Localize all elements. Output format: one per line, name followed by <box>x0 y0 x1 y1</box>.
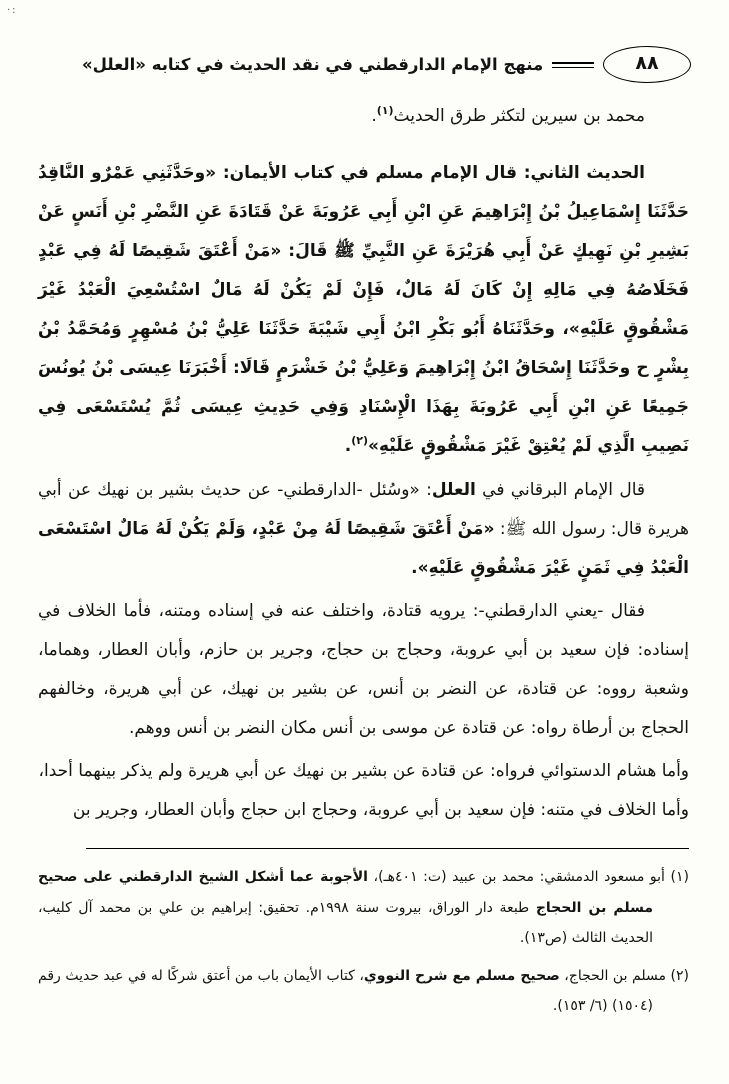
book-title: منهج الإمام الدارقطني في نقد الحديث في كتابه «العلل» <box>82 55 544 74</box>
text-segment: الحديث الثاني: <box>523 163 645 183</box>
text-segment: صحيح مسلم مع شرح النووي <box>363 967 560 984</box>
paragraph <box>38 592 689 748</box>
scan-artifact: ·: <box>7 5 18 16</box>
text-segment: ، كتاب الأيمان باب من أعتق شركًا له في عبد حديث رقم (١٥٠٤) (٦/ ١٥٣). <box>38 967 653 1014</box>
text-segment: . <box>344 436 352 456</box>
footnote <box>38 862 689 954</box>
text-segment: قال الإمام البرقاني في <box>475 480 645 500</box>
page-header <box>0 0 729 83</box>
footnote-ref: (١) <box>376 104 394 117</box>
header-double-rule <box>552 62 594 68</box>
text-segment: : «وسُئل -الدارقطني- عن حديث بشير بن نهيك عن أبي هريرة قال: رسول الله ﷺ: <box>38 480 689 539</box>
text-segment: «مَنْ أَعْتَقَ شَقِيصًا لَهُ مِنْ عَبْدٍ، وَلَمْ يَكُنْ لَهُ مَالٌ اسْتَسْعَى الْعَبْدُ فِي ثَمَنٍ غَيْرَ مَشْقُوقٍ عَلَيْهِ». <box>38 519 689 578</box>
text-segment: الأجوبة عما أشكل الشيخ الدارقطني على صحيح مسلم بن الحجاج <box>38 869 653 916</box>
page-number: ٨٨ <box>635 52 659 74</box>
text-segment: محمد بن سيرين لتكثر طرق الحديث <box>393 106 645 126</box>
text-segment: . <box>371 106 377 126</box>
footnote-marker: (١) <box>664 869 689 885</box>
text-segment: فقال -يعني الدارقطني-: يرويه قتادة، واختلف عنه في إسناده ومتنه، فأما الخلاف في إسناده: فإن سعيد بن أبي عروبة، وحجاج بن حجاج، وجرير بن حازم، وأبان العطار، وهماما، وشعبة رووه: عن قتادة، عن النضر بن أنس، عن بشير بن نهيك، عن أبي هريرة، وخالفهم الحجاج بن أرطاة رواه: عن قتادة عن موسى بن أنس مكان النضر بن أنس ووهم. <box>38 601 689 738</box>
footnote-marker: (٢) <box>665 967 689 984</box>
footnote <box>38 961 689 1022</box>
text-segment: مسلم بن الحجاج، <box>559 967 666 984</box>
text-segment: وأما الخلاف في متنه: فإن سعيد بن أبي عروبة، وحجاج ابن حجاج وأبان العطار، وجرير بن <box>72 800 689 820</box>
footnote-ref: (٢) <box>351 434 369 447</box>
text-segment: طبعة دار الوراق، بيروت سنة ١٩٩٨م. تحقيق: إبراهيم بن علي بن محمد آل كليب، الحديث الثالث (ص١٣). <box>38 899 653 946</box>
body-text <box>0 83 729 830</box>
footnotes <box>0 849 729 1022</box>
paragraph <box>38 471 689 588</box>
text-segment: أبو مسعود الدمشقي: محمد بن عبيد (ت: ٤٠١هـ)، <box>367 869 665 885</box>
text-segment: العلل <box>431 480 476 500</box>
paragraph <box>38 752 689 791</box>
paragraph <box>38 791 689 830</box>
text-segment: وأما هشام الدستوائي فرواه: عن قتادة عن بشير بن نهيك عن أبي هريرة ولم يذكر بينهما أحدا، <box>38 761 689 781</box>
paragraph <box>38 154 689 467</box>
page-number-oval <box>603 46 691 83</box>
text-segment: قال الإمام مسلم في كتاب الأيمان: «وحَدَّثَنِي عَمْرٌو النَّاقِدُ حَدَّثَنَا إِسْمَاعِيلُ بْنُ إِبْرَاهِيمَ عَنِ ابْنِ أَبِي عَرُوبَةَ عَنْ قَتَادَةَ عَنِ النَّضْرِ بْنِ أَنَسٍ عَنْ بَشِيرِ بْنِ نَهِيكٍ عَنْ أَبِي هُرَيْرَةَ عَنِ النَّبِيِّ ﷺ قَالَ: «مَنْ أَعْتَقَ شَقِيصًا لَهُ فِي عَبْدٍ فَخَلَاصُهُ فِي مَالِهِ إِنْ كَانَ لَهُ مَالٌ، فَإِنْ لَمْ يَكُنْ لَهُ مَالٌ اسْتُسْعِيَ الْعَبْدُ غَيْرَ مَشْقُوقٍ عَلَيْهِ»، وحَدَّثَنَاهُ أَبُو بَكْرِ ابْنُ أَبِي شَيْبَةَ حَدَّثَنَا عَلِيُّ بْنُ مُسْهِرٍ وَمُحَمَّدُ بْنُ بِشْرٍ ح وحَدَّثَنَا إِسْحَاقُ ابْنُ إِبْرَاهِيمَ وَعَلِيُّ بْنُ خَشْرَمٍ قَالَا: أَخْبَرَنَا عِيسَى بْنُ يُونُسَ جَمِيعًا عَنِ ابْنِ أَبِي عَرُوبَةَ بِهَذَا الْإِسْنَادِ وَفِي حَدِيثِ عِيسَى ثُمَّ يُسْتَسْعَى فِي نَصِيبِ الَّذِي لَمْ يُعْتِقْ غَيْرَ مَشْقُوقٍ عَلَيْهِ» <box>38 163 689 456</box>
paragraph <box>38 97 689 137</box>
